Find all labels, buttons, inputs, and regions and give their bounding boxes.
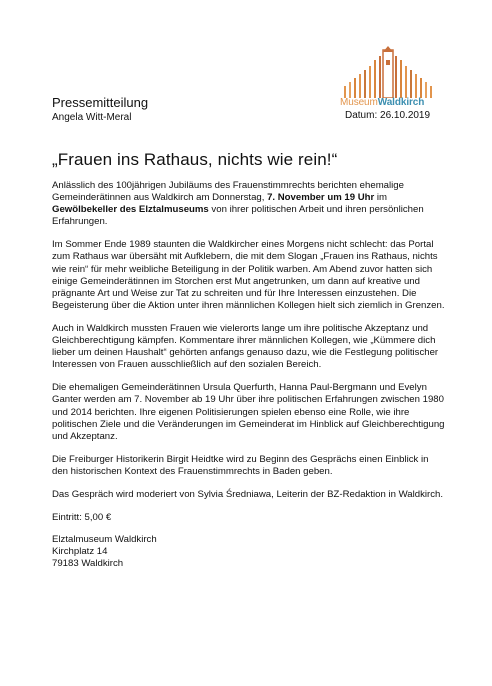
- paragraph-intro: [52, 180, 447, 228]
- address-street: Kirchplatz 14: [52, 546, 108, 558]
- museum-logo: [340, 46, 436, 108]
- author-name: Angela Witt-Meral: [52, 112, 132, 123]
- address-block: [52, 534, 447, 570]
- admission-price: Eintritt: 5,00 €: [52, 512, 112, 524]
- paragraph-akzeptanz: Auch in Waldkirch mussten Frauen wie vielerorts lange um ihre politische Akzeptanz und Gleichberechtigung kämpfen. Kommentare ihrer männlichen Kollegen, wie „Kümmere dich lieber um deinen Haushalt“ gehörten anfangs genauso dazu, wie die Festlegung politischer Interessen von Frauen ausschließlich auf den sozialen Bereich.: [52, 322, 439, 371]
- intro-venue-bold: Gewölbekeller des Elztalmuseums: [52, 204, 209, 216]
- headline: „Frauen ins Rathaus, nichts wie rein!“: [52, 150, 338, 169]
- intro-date-bold: 7. November um 19 Uhr: [267, 192, 375, 204]
- doc-type-title: Pressemitteilung: [52, 95, 149, 110]
- address-city: 79183 Waldkirch: [52, 558, 124, 570]
- logo-wordmark: [340, 97, 436, 108]
- intro-text-c: im: [374, 192, 388, 204]
- paragraph-speakers: Die ehemaligen Gemeinderätinnen Ursula Querfurth, Hanna Paul-Bergmann und Evelyn Ganter werden am 7. November ab 19 Uhr über ihre politischen Erfahrungen zwischen 1980 und 2014 berichten. Ihre eigenen Politisierungen spielen ebenso eine Rolle, wie ihre politischen Ziele und die Veränderungen im Gemeinderat im Hinblick auf Gleichberechtigung und Akzeptanz.: [52, 382, 445, 442]
- paragraph-historian: Die Freiburger Historikerin Birgit Heidtke wird zu Beginn des Gesprächs einen Einblick in den historischen Kontext des Frauenstimmrechts in Baden geben.: [52, 453, 429, 477]
- body-text: [52, 180, 447, 570]
- intro-text-a: Anlässlich des 100jährigen Jubiläums des Frauenstimmrechts berichten ehemalige Gemeinderätinnen aus Waldkirch am Donnerstag,: [52, 180, 404, 204]
- intro-text-e: von ihrer politischen Arbeit und ihren persönlichen Erfahrungen.: [52, 204, 424, 228]
- logo-word-waldkirch: Waldkirch: [377, 97, 425, 108]
- tower-icon: [340, 46, 436, 98]
- paragraph-moderator: Das Gespräch wird moderiert von Sylvia Średniawa, Leiterin der BZ-Redaktion in Waldkirch.: [52, 488, 444, 500]
- date-label: Datum: 26.10.2019: [345, 110, 431, 121]
- paragraph-1989: Im Sommer Ende 1989 staunten die Waldkircher eines Morgens nicht schlecht: das Portal zum Rathaus war übersäht mit Aufklebern, die mit dem Slogan „Frauen ins Rathaus, nichts wie rein“ für mehr weibliche Beteiligung in der Politik warben. Am Abend zuvor hatten sich einige Gemeinderätinnen im Storchen erst Mut angetrunken, um dann auf kreative und prägnante Art und Weise zur Tat zu schreiten und für Ihre Interessen einzustehen. Die Begeisterung über die Aktion unter ihren männlichen Kollegen hielt sich ziemlich in Grenzen.: [52, 239, 445, 311]
- header-block: [52, 95, 148, 124]
- logo-word-museum: Museum: [340, 97, 378, 108]
- address-name: Elztalmuseum Waldkirch: [52, 534, 157, 546]
